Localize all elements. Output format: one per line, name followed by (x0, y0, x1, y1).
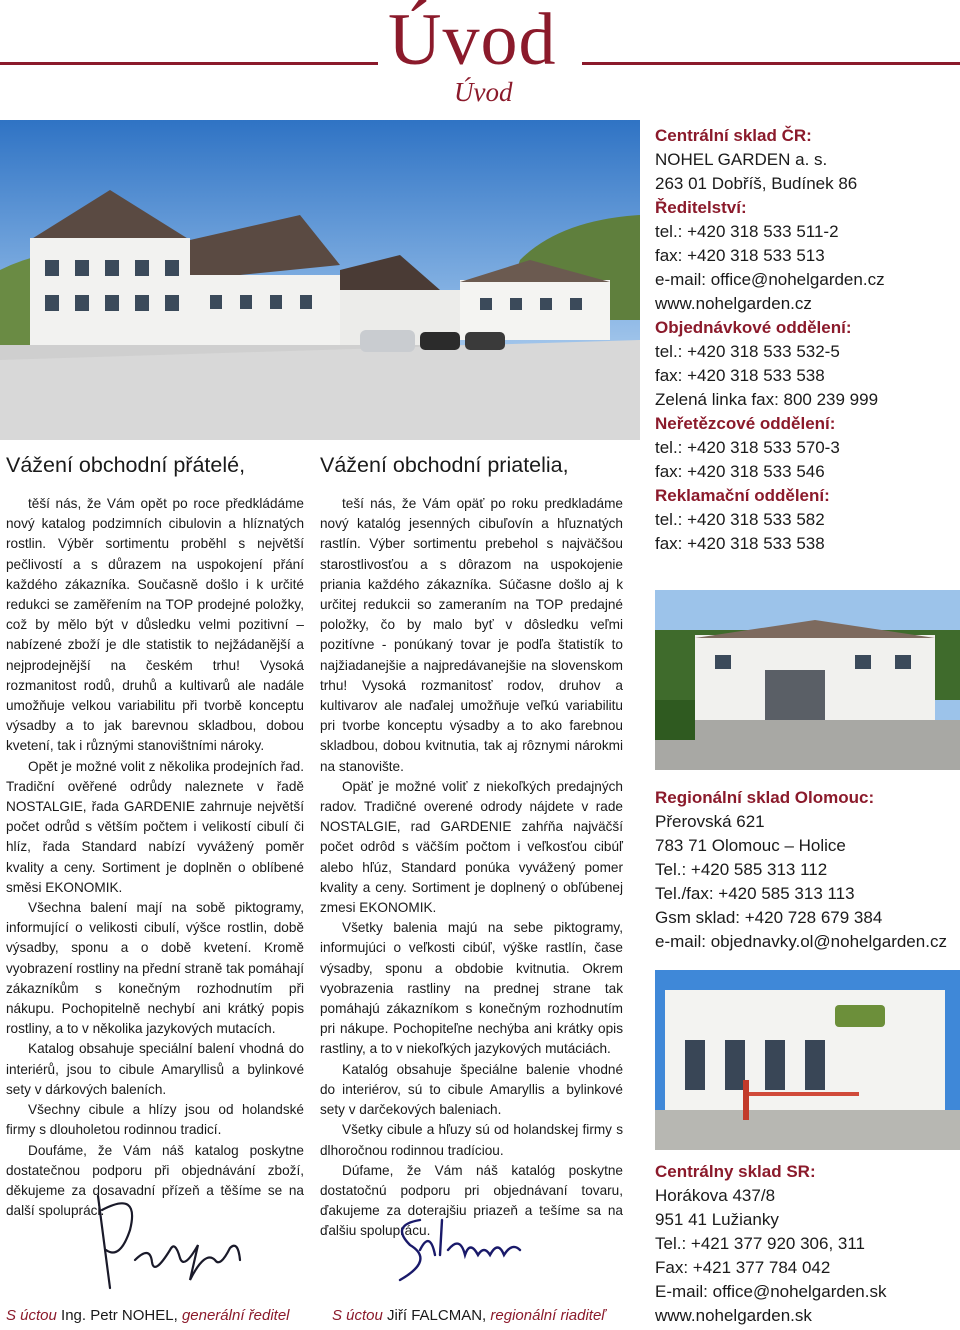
slovakia-warehouse-photo (655, 970, 960, 1150)
signature-falcman (380, 1200, 530, 1290)
page-title: Úvod (388, 0, 557, 81)
slovak-paragraph-3: Všetky balenia majú na sebe piktogramy, informujúci o veľkosti cibúľ, výške rastlín, čase výsadby, sponu a obdobie kvitnutia. Okrem vyobrazenia rastliny na prednej strane tak pomáhajú zákazníkom s konečným rozhodnutím pri nákupe. Pochopiteľne nechýba ani krátky opis rastliny, a to v niekoľkých jazykových mutáciách. (320, 920, 623, 1057)
slovak-greeting: Vážení obchodní priatelia, (320, 453, 569, 477)
czech-letter (6, 494, 304, 1221)
czech-signature-name: Ing. Petr NOHEL, (61, 1307, 178, 1324)
slovakia-heading: Centrálny sklad SR: (655, 1162, 816, 1181)
czech-greeting: Vážení obchodní přátelé, (6, 453, 246, 477)
olomouc-email-link[interactable]: e-mail: objednavky.ol@nohelgarden.cz (655, 932, 947, 951)
czech-paragraph-3: Všechna balení mají na sobě piktogramy, informující o velikosti cibulí, výšce rostlin, době výsadby, sponu a o době kvetení. Kromě vyobrazení rostliny na přední straně tak pomáhají zákazníkům s konečným rozhodnutím při nákupu. Pochopitelně nechybí ani krátký popis rostliny, a to v několika jazykových mutacích. (6, 900, 304, 1037)
title-rule-left (0, 62, 378, 65)
director-heading: Ředitelství: (655, 198, 747, 217)
slovak-signature-role: regionální riaditeľ (490, 1307, 606, 1324)
slovak-letter (320, 494, 623, 1242)
central-heading: Centrální sklad ČR: (655, 126, 812, 145)
czech-paragraph-6: Doufáme, že Vám náš katalog poskytne dostatečnou podporu při objednávání zboží, děkujeme za dosavadní přízeň a těšíme se na další spolupráci. (6, 1142, 304, 1219)
page-subtitle: Úvod (454, 77, 513, 107)
chain-heading: Neřetězcové oddělení: (655, 414, 836, 433)
slovak-paragraph-6: Dúfame, že Vám náš katalóg poskytne dostatočnú podporu pri objednávaní tovaru, ďakujeme za doterajšiu priazeň a tešíme sa na ďalšiu spoluprácu. (320, 1162, 623, 1239)
czech-signature-role: generální ředitel (181, 1307, 290, 1324)
olomouc-heading: Regionální sklad Olomouc: (655, 788, 875, 807)
czech-paragraph-1: těší nás, že Vám opět po roce předkládáme nový katalog podzimních cibulovin a hlíznatých rostlin. Výběr sortimentu proběhl s největší pečlivostí a s důrazem na uspokojení přání každého zákazníka. Současně došlo i k určité redukci se zaměřením na TOP prodejné položky, což by mělo být v důsledku velmi pozitivní – nabízené zboží je dle statistik to nejžádanější a nejprodejnější na českém trhu! Vysoká rozmanitost rodů, druhů a kultivarů ale nadále umožňuje velkou variabilitu při tvorbě konceptu výsadby a to jak barevnou skladbou, dobou kvetení, tak i různými stanovištními nároky. (6, 496, 304, 754)
czech-paragraph-4: Katalog obsahuje speciální balení vhodná do interiérů, jsou to cibule Amaryllisů a bylinkové sety v dárkových baleních. (6, 1041, 304, 1097)
signature-nohel (80, 1190, 280, 1300)
czech-paragraph-2: Opět je možné volit z několika prodejních řad. Tradiční ověřené odrůdy naleznete v řadě NOSTALGIE, řada GARDENIE zahrnuje největší počet odrůd s větším počtem i velikostí cibulí či hlíz, řada Standard nabízí vyvážený poměr kvality a ceny. Sortiment je doplněn o oblíbené směsi EKONOMIK. (6, 758, 304, 895)
slovakia-email-link[interactable]: E-mail: office@nohelgarden.sk (655, 1282, 887, 1301)
contact-slovakia: Centrálny sklad SR: Horákova 437/8 951 41 Lužianky Tel.: +421 377 920 306, 311 Fax: +421 377 784 042 E-mail: office@nohelgarden.sk www.nohelgarden.sk (655, 1160, 960, 1328)
czech-paragraph-5: Všechny cibule a hlízy jsou od holandské firmy s dlouholetou rodinnou tradicí. (6, 1102, 304, 1138)
central-web-link[interactable]: www.nohelgarden.cz (655, 294, 812, 313)
headquarters-photo (0, 120, 640, 440)
slovak-signature-line: S úctou Jiří FALCMAN, regionální riaditeľ (332, 1307, 606, 1324)
contact-olomouc: Regionální sklad Olomouc: Přerovská 621 783 71 Olomouc – Holice Tel.: +420 585 313 112 Tel./fax: +420 585 313 113 Gsm sklad: +420 728 679 384 e-mail: objednavky.ol@nohelgarden.cz (655, 786, 960, 954)
slovakia-web-link[interactable]: www.nohelgarden.sk (655, 1306, 812, 1325)
slovak-paragraph-2: Opäť je možné voliť z niekoľkých predajných radov. Tradičné overené odrody nájdete v rade NOSTALGIE, rad GARDENIE zahŕňa najväčší počet odrôd s väčším počtom i veľkosťou cibúľ alebo hľúz, Standard ponúka vyvážený pomer kvality a ceny. Sortiment je doplnený o obľúbenej zmesi EKONOMIK. (320, 778, 623, 916)
olomouc-warehouse-photo (655, 590, 960, 770)
orders-heading: Objednávkové oddělení: (655, 318, 852, 337)
slovak-paragraph-1: teší nás, že Vám opäť po roku predkladáme nový katalóg jesenných cibuľovín a hľuznatých rastlín. Výber sortimentu prebehol s najväčšou starostlivosťou a s dôrazom na uspokojenie priania každého zákazníka. Súčasne došlo aj k určitej redukcii so zameraním na TOP predajné položky, čo by malo byť v dôsledku veľmi pozitívne - ponúkaný tovar je podľa štatistík to najžiadanejšie a najpredávanejšie na slovenskom trhu! Vysoká rozmanitosť rodov, druhov a kultivarov ale naďalej umožňuje veľkú variabilitu pri tvorbe konceptu výsadby a to ako farebnou skladbou, dobou kvitnutia, tak aj rôznymi nárokmi na stanovište. (320, 496, 623, 774)
central-email-link[interactable]: e-mail: office@nohelgarden.cz (655, 270, 885, 289)
contact-central: Centrální sklad ČR: NOHEL GARDEN a. s. 263 01 Dobříš, Budínek 86 Ředitelství: tel.: +420 318 533 511-2 fax: +420 318 533 513 e-mail: office@nohelgarden.cz www.nohelgarden.cz Objednávkové oddělení: tel.: +420 318 533 532-5 fax: +420 318 533 538 Zelená linka fax: 800 239 999 Neřetězcové oddělení: tel.: +420 318 533 570-3 fax: +420 318 533 546 Reklamační oddělení: tel.: +420 318 533 582 fax: +420 318 533 538 (655, 124, 955, 556)
slovak-paragraph-5: Všetky cibule a hľuzy sú od holandskej firmy s dlhoročnou rodinnou tradíciou. (320, 1122, 623, 1158)
slovak-paragraph-4: Katalóg obsahuje špeciálne balenie vhodné do interiérov, sú to cibule Amaryllis a bylinkové sety v darčekových baleniach. (320, 1061, 623, 1118)
title-rule-right (582, 62, 960, 65)
czech-signature-line: S úctou Ing. Petr NOHEL, generální ředitel (6, 1307, 290, 1324)
claims-heading: Reklamační oddělení: (655, 486, 830, 505)
slovak-signature-name: Jiří FALCMAN, (387, 1307, 487, 1324)
